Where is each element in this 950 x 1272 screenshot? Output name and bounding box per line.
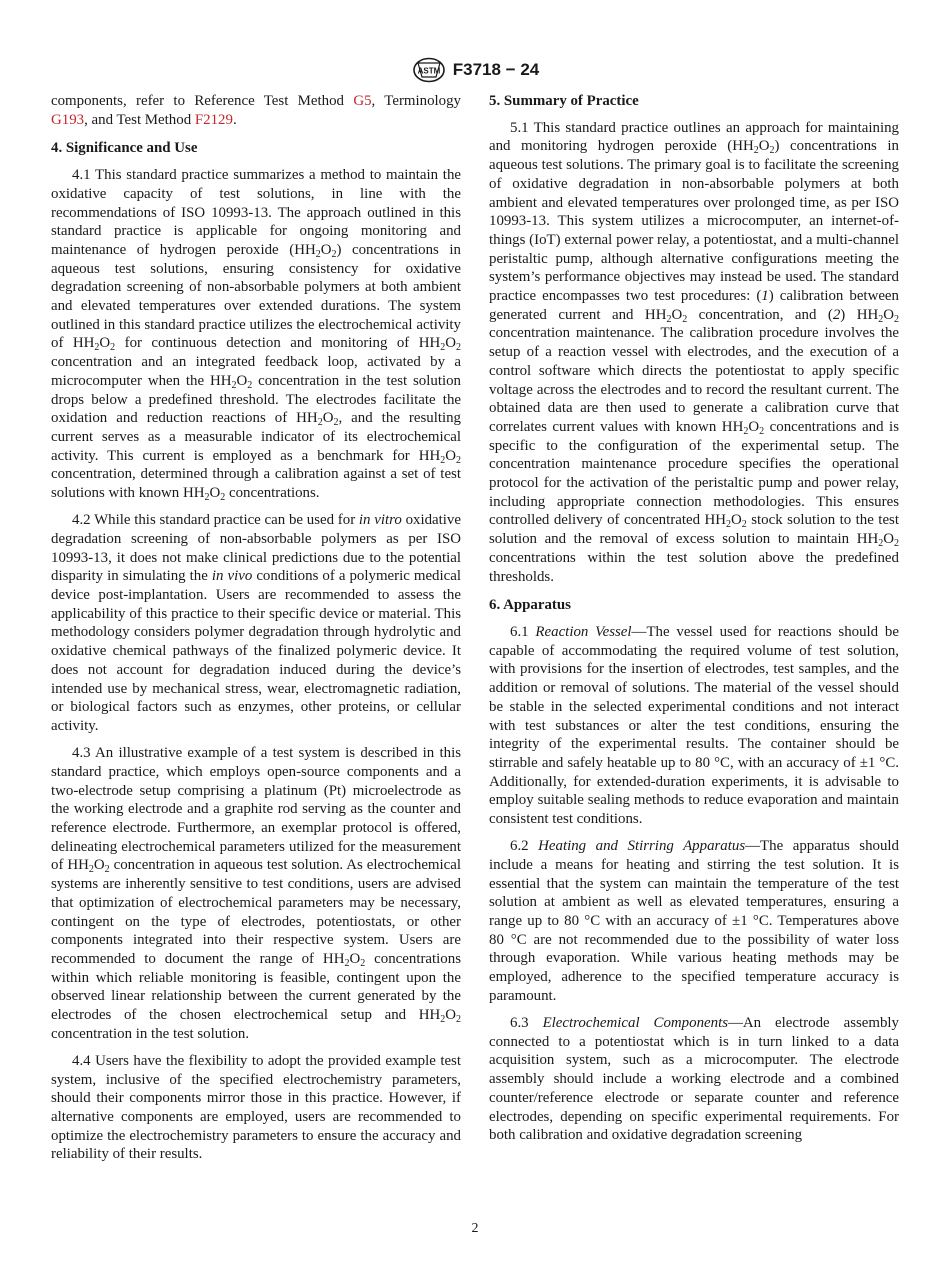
right-column: [489, 92, 899, 1153]
ref-link-g193[interactable]: G193: [51, 111, 85, 128]
chem-h2o2: $H_2O_2$: [429, 335, 461, 354]
paragraph-4-2: 4.2 While this standard practice can be used for in vitro oxidative degradation screening of non-absorbable polymers as per ISO 10993-13, it does not make clinical predictions due to the potential disparity in simulating the in vivo conditions of a polymeric medical device post-implantation. Users are recommended to assess the applicability of this practice to their specific device or material. This methodology considers polymer degradation through hydrolytic and oxidative chemical pathways of the finalized polymeric device. It does not account for degradation induced during the device’s intended use by mechanical stress, wear, electromagnetic radiation, or biological factors such as enzymes, other proteins, or cellular activity.: [51, 512, 461, 734]
chem-h2o2: $H_2O_2$: [83, 335, 116, 354]
page-header: [0, 56, 950, 84]
paragraph-6-3: 6.3 Electrochemical Components—An electrode assembly connected to a potentiostat which is in turn linked to a data acquisition system, such as a microcomputer. The electrode assembly should include a working electrode and a combined counter/reference electrode or separate counter and reference electrodes, depending on specific experimental requirements. For both calibration and oxidative degradation screening: [489, 1015, 899, 1144]
ref-link-f2129[interactable]: F2129: [194, 111, 233, 128]
section-5-heading: 5. Summary of Practice: [489, 93, 639, 109]
paragraph-4-3: 4.3 An illustrative example of a test system is described in this standard practice, which employs open-source components and a two-electrode setup comprising a platinum (Pt) microelectrode as the working electrode and a graphite rod serving as the counter and reference electrode. Furthermore, an exemplar protocol is offered, delineating electrochemical parameters utilized for the measurement of $HH_2O_2$ concentration in aqueous test solution. As electrochemical systems are inherently sensitive to test conditions, users are advised that optimization of electrochemical parameters may be necessary, contingent on the type of electrodes, potentiostats, or other components integrated into their respective system. Users are recommended to document the range of $HH_2O_2$ concentrations within which reliable monitoring is feasible, contingent upon the observed linear relationship between the current generated by the electrodes of the chosen electrochemical setup and $HH_2O_2$ concentration in the test solution.: [51, 745, 461, 1042]
chem-h2o2: $H_2O_2$: [193, 485, 226, 504]
continuation-paragraph: components, refer to Reference Test Method G5, Terminology G193, and Test Method F2129.: [51, 93, 462, 128]
logo-text: ASTM: [417, 66, 441, 76]
chem-h2o2: $H_2O_2$: [867, 531, 899, 550]
paragraph-4-1: 4.1 This standard practice summarizes a method to maintain the oxidative capacity of test solutions, in line with the recommendations of ISO 10993-13. The approach outlined in this standard practice is applicable for ongoing monitoring and maintenance of hydrogen peroxide $(HH_2O_2)$ concentrations in aqueous test solutions, ensuring consistency for oxidative degradation screening of non-absorbable polymers at both ambient and elevated temperatures over extended durations. The system outlined in this standard practice utilizes the electrochemical activity of $HH_2O_2$ for continuous detection and monitoring of $HH_2O_2$ concentration and an integrated feedback loop, activated by a microcomputer when the $HH_2O_2$ concentration in the test solution drops below a predefined threshold. The electrodes facilitate the oxidation and reduction reactions of $HH_2O_2$, and the resulting current serves as a measurable indicator of its electrochemical activity. This current is employed as a benchmark for $HH_2O_2$ concentration, determined through a calibration against a set of test solutions with known $HH_2O_2$ concentrations.: [51, 167, 461, 504]
astm-logo-icon: [411, 57, 447, 83]
chem-h2o2: $H_2O_2$: [333, 950, 366, 969]
chem-h2o2: $H_2O_2$: [742, 138, 775, 157]
paragraph-4-4: 4.4 Users have the flexibility to adopt the provided example test system, inclusive of the specified electrochemistry parameters, should their components mirror those in this practice. However, if alternative components are employed, users are recommended to optimize the electrochemistry parameters to ensure the accuracy and reliability of their results.: [51, 1052, 461, 1163]
ref-link-g5[interactable]: G5: [353, 93, 372, 109]
chem-h2o2: $H_2O_2$: [429, 447, 461, 466]
section-4-heading: 4. Significance and Use: [51, 140, 198, 157]
paragraph-6-1: 6.1 Reaction Vessel—The vessel used for reactions should be capable of accommodating the required volume of test solution, with provisions for the insertion of electrodes, test samples, and the addition or removal of solutions. The material of the vessel should be stable in the selected experimental conditions and not interact with test substances or alter the test conditions, ensuring the integrity of the experimental results. The container should be stirrable and safely heatable up to 80 °C, with an accuracy of ±1 °C. Additionally, for extended-duration experiments, it is advisable to employ suitable sealing methods to reduce evaporation and maintain consistent test conditions.: [489, 623, 899, 828]
page-number: 2: [471, 1221, 479, 1236]
chem-h2o2: $H_2O_2$: [78, 857, 110, 876]
left-column: [51, 92, 461, 1173]
document-designation: F3718 − 24: [452, 60, 540, 79]
paragraph-5-1: 5.1 This standard practice outlines an approach for maintaining and monitoring hydrogen peroxide $(HH_2O_2)$ concentrations in aqueous test solutions. The primary goal is to facilitate the screening of oxidative degradation in non-absorbable polymers at both ambient and elevated temperatures over prolonged time, as per ISO 10993-13. This system utilizes a microcomputer, an internet-of-things (IoT) external power relay, a potentiostat, and a multi-channel peristaltic pump, although alternative configurations meeting the system’s performance objectives may instead be used. The standard practice encompasses two test procedures: (1) calibration between generated current and $HH_2O_2$ concentration, and (2) $HH_2O_2$ concentration maintenance. The calibration procedure involves the setup of a reaction vessel with electrodes, and the execution of a control software which directs the potentiostat to apply specific voltage across the electrodes and to record the resultant current. The obtained data are then used to generate a calibration curve that correlates current values with known $HH_2O_2$ concentrations and is specific to the configuration of the experimental setup. The concentration maintenance procedure specifies the operational protocol for the activation of the peristaltic pump and power relay, including appropriate connection methodologies. This ensures controlled delivery of concentrated $HH_2O_2$ stock solution to the test solution and the removal of excess solution to maintain $HH_2O_2$ concentrations within the test solution above the predefined thresholds.: [489, 119, 899, 585]
paragraph-6-2: 6.2 Heating and Stirring Apparatus—The apparatus should include a means for heating and stirring the test solution. It is essential that the system can maintain the temperature of the test solution at ambient as well as elevated temperatures, ensuring a range up to 80 °C with an accuracy of ±1 °C. Temperatures above 80 °C are not recommended due to the possibility of water loss through evaporation. While various heating methods may be employed, adherence to the specified temperature accuracy is paramount.: [489, 838, 899, 1004]
chem-h2o2: $H_2O_2$: [867, 306, 899, 325]
chem-h2o2: $H_2O_2$: [306, 410, 339, 429]
chem-h2o2: $H_2O_2$: [715, 512, 747, 531]
chem-h2o2: $H_2O_2$: [304, 241, 337, 260]
chem-h2o2: $H_2O_2$: [732, 418, 765, 437]
section-6-heading: 6. Apparatus: [489, 597, 571, 614]
chem-h2o2: $H_2O_2$: [655, 306, 688, 325]
chem-h2o2: $H_2O_2$: [220, 372, 253, 391]
chem-h2o2: $H_2O_2$: [429, 1007, 461, 1026]
